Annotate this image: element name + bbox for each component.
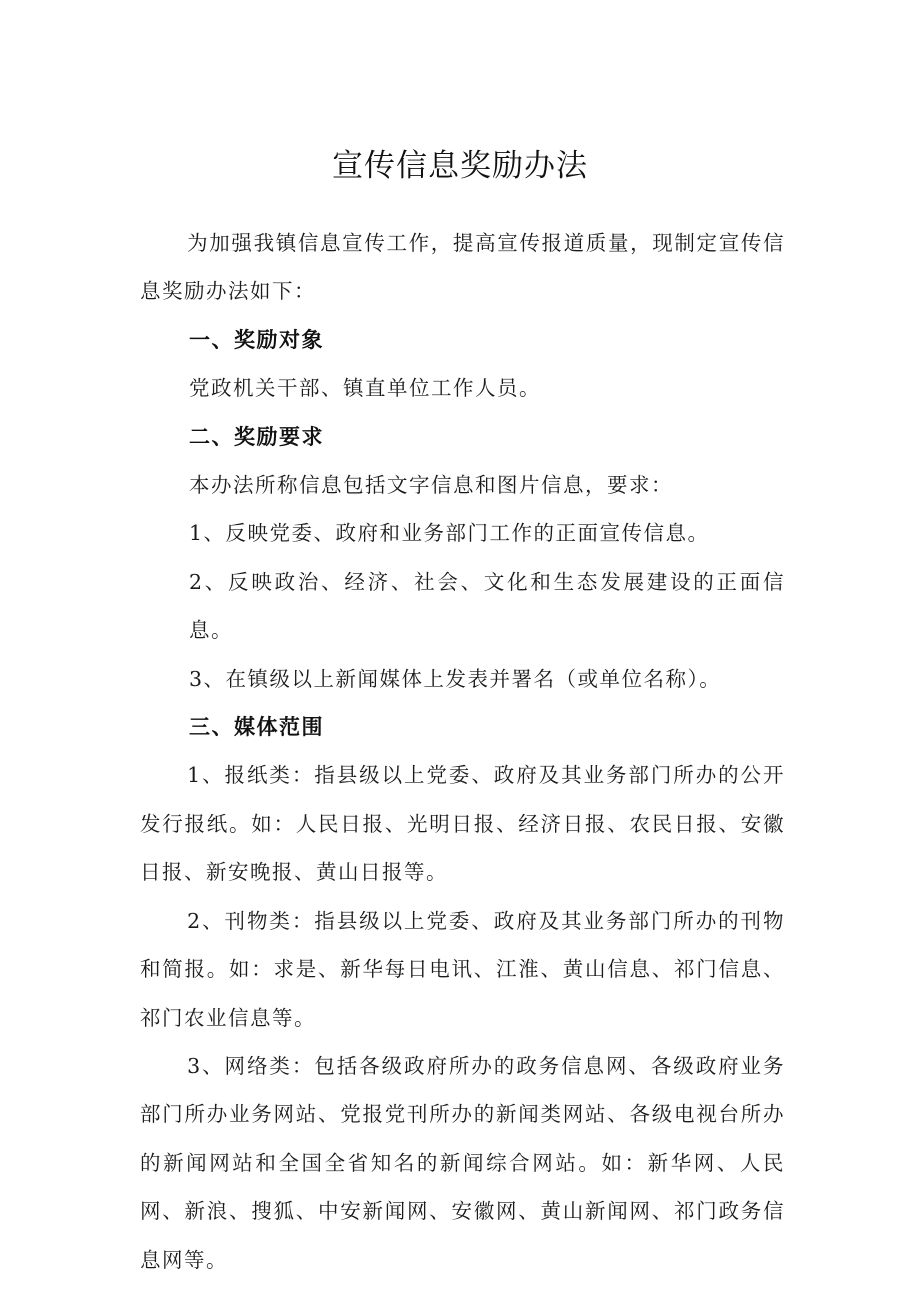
requirement-item: 1、反映党委、政府和业务部门工作的正面宣传信息。 — [189, 521, 710, 546]
intro-paragraph: 为加强我镇信息宣传工作，提高宣传报道质量，现制定宣传信息奖励办法如下： — [140, 231, 785, 304]
document-body — [140, 219, 785, 1284]
section-heading-reward-requirements: 二、奖励要求 — [189, 424, 324, 449]
requirement-item: 2、反映政治、经济、社会、文化和生态发展建设的正面信息。 — [189, 569, 785, 643]
section-heading-reward-target: 一、奖励对象 — [189, 327, 324, 352]
requirements-lead: 本办法所称信息包括文字信息和图片信息，要求： — [189, 473, 673, 498]
media-item-periodicals: 2、刊物类：指县级以上党委、政府及其业务部门所办的刊物和简报。如：求是、新华每日电讯、江淮、黄山信息、祁门信息、祁门农业信息等。 — [140, 908, 785, 1030]
media-item-newspapers: 1、报纸类：指县级以上党委、政府及其业务部门所办的公开发行报纸。如：人民日报、光明日报、经济日报、农民日报、安徽日报、新安晚报、黄山日报等。 — [140, 763, 785, 885]
requirement-item: 3、在镇级以上新闻媒体上发表并署名（或单位名称）。 — [189, 666, 722, 691]
section-heading-media-scope: 三、媒体范围 — [189, 715, 324, 740]
media-item-online: 3、网络类：包括各级政府所办的政务信息网、各级政府业务部门所办业务网站、党报党刊所办的新闻类网站、各级电视台所办的新闻网站和全国全省知名的新闻综合网站。如：新华网、人民网、新浪、搜狐、中安新闻网、安徽网、黄山新闻网、祁门政务信息网等。 — [140, 1053, 785, 1272]
reward-target-text: 党政机关干部、镇直单位工作人员。 — [189, 376, 541, 401]
document-title: 宣传信息奖励办法 — [332, 148, 588, 184]
